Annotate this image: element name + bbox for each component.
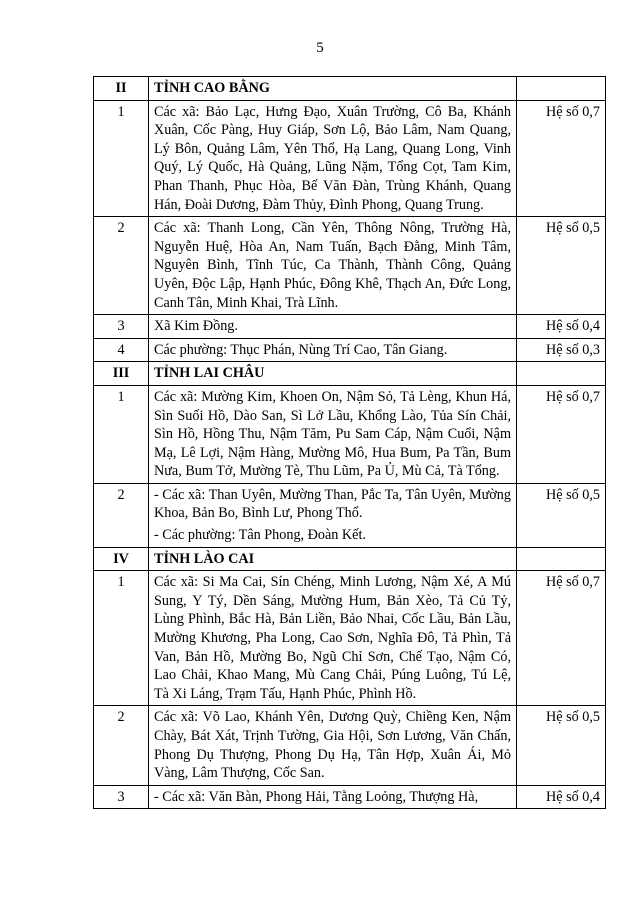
province-header-row — [94, 77, 606, 101]
section-roman-number: III — [94, 362, 149, 386]
area-list-text: - Các xã: Than Uyên, Mường Than, Pắc Ta, Tân Uyên, Mường Khoa, Bản Bo, Bình Lư, Phong Thổ. — [154, 486, 511, 522]
coefficient-value: Hệ số 0,7 — [517, 571, 606, 706]
table-row — [94, 100, 606, 217]
area-list-text: Các phường: Thục Phán, Nùng Trí Cao, Tân Giang. — [154, 341, 448, 358]
row-number: 3 — [94, 785, 149, 809]
row-number: 1 — [94, 100, 149, 217]
table-row — [94, 217, 606, 315]
area-list-cell — [149, 785, 517, 809]
coefficient-value: Hệ số 0,5 — [517, 483, 606, 547]
row-number: 4 — [94, 338, 149, 362]
row-number: 3 — [94, 315, 149, 339]
row-number: 2 — [94, 217, 149, 315]
table-row — [94, 571, 606, 706]
empty-coefficient-cell — [517, 547, 606, 571]
province-name: TỈNH LAI CHÂU — [149, 362, 517, 386]
coefficient-value: Hệ số 0,4 — [517, 315, 606, 339]
empty-coefficient-cell — [517, 362, 606, 386]
province-name: TỈNH CAO BẰNG — [149, 77, 517, 101]
table-row — [94, 338, 606, 362]
coefficient-value: Hệ số 0,7 — [517, 385, 606, 483]
area-list-text: Các xã: Võ Lao, Khánh Yên, Dương Quỳ, Chiềng Ken, Nậm Chày, Bát Xát, Trịnh Tường, Gia Hội, Sơn Lương, Văn Chấn, Phong Dụ Thượng, Phong Dụ Hạ, Tân Hợp, Xuân Ái, Mỏ Vàng, Lâm Thượng, Cốc San. — [154, 709, 511, 782]
area-list-text: - Các xã: Văn Bàn, Phong Hải, Tằng Loỏng, Thượng Hà, — [154, 788, 479, 805]
table-row — [94, 483, 606, 547]
row-number: 2 — [94, 483, 149, 547]
row-number: 1 — [94, 571, 149, 706]
section-roman-number: II — [94, 77, 149, 101]
coefficient-value: Hệ số 0,4 — [517, 785, 606, 809]
area-list-cell — [149, 385, 517, 483]
area-list-cell — [149, 338, 517, 362]
coefficient-table — [93, 76, 606, 809]
table-row — [94, 385, 606, 483]
area-list-text: - Các phường: Tân Phong, Đoàn Kết. — [154, 527, 366, 544]
page-number: 5 — [316, 40, 324, 56]
table-row — [94, 706, 606, 785]
coefficient-value: Hệ số 0,5 — [517, 217, 606, 315]
area-list-cell — [149, 706, 517, 785]
table-row — [94, 315, 606, 339]
area-list-cell — [149, 100, 517, 217]
coefficient-value: Hệ số 0,5 — [517, 706, 606, 785]
table-row — [94, 785, 606, 809]
area-list-text: Các xã: Thanh Long, Cần Yên, Thông Nông, Trường Hà, Nguyễn Huệ, Hòa An, Nam Tuấn, Bạch Đằng, Minh Tâm, Nguyên Bình, Tĩnh Túc, Ca Thành, Thành Công, Quảng Uyên, Độc Lập, Hạnh Phúc, Đông Khê, Thạch An, Đức Long, Canh Tân, Minh Khai, Trà Lĩnh. — [154, 220, 511, 311]
province-header-row — [94, 547, 606, 571]
area-list-text: Các xã: Si Ma Cai, Sín Chéng, Minh Lương, Nậm Xé, A Mú Sung, Y Tý, Dền Sáng, Mường Hum, Bản Xèo, Tả Củ Tỷ, Lùng Phình, Bắc Hà, Bản Liền, Bảo Nhai, Cốc Lầu, Bản Lầu, Mường Khương, Pha Long, Cao Sơn, Nghĩa Đô, Tả Phìn, Tả Van, Bản Hồ, Mường Bo, Ngũ Chỉ Sơn, Chế Tạo, Nậm Có, Lao Chải, Khao Mang, Mù Cang Chải, Púng Luông, Tú Lệ, Tà Xi Láng, Trạm Tấu, Hạnh Phúc, Phình Hồ. — [154, 574, 511, 702]
coefficient-value: Hệ số 0,7 — [517, 100, 606, 217]
row-number: 1 — [94, 385, 149, 483]
area-list-cell — [149, 571, 517, 706]
empty-coefficient-cell — [517, 77, 606, 101]
province-name: TỈNH LÀO CAI — [149, 547, 517, 571]
province-header-row — [94, 362, 606, 386]
area-list-text: Xã Kim Đồng. — [154, 318, 238, 335]
area-list-cell — [149, 315, 517, 339]
row-number: 2 — [94, 706, 149, 785]
area-list-cell — [149, 483, 517, 547]
area-list-cell — [149, 217, 517, 315]
coefficient-value: Hệ số 0,3 — [517, 338, 606, 362]
area-list-text: Các xã: Mường Kim, Khoen On, Nậm Sỏ, Tả Lèng, Khun Há, Sìn Suối Hồ, Dào San, Sì Lở Lầu, Khổng Lào, Tủa Sín Chải, Sìn Hồ, Hồng Thu, Nậm Tăm, Pu Sam Cáp, Nậm Cuổi, Nậm Mạ, Lê Lợi, Nậm Hàng, Mường Mô, Hua Bum, Pa Tần, Bum Nưa, Bum Tở, Mường Tè, Thu Lũm, Pa Ủ, Mù Cả, Tà Tổng. — [154, 388, 511, 480]
coefficient-table-body — [94, 77, 606, 809]
section-roman-number: IV — [94, 547, 149, 571]
area-list-text: Các xã: Bảo Lạc, Hưng Đạo, Xuân Trường, Cô Ba, Khánh Xuân, Cốc Pàng, Huy Giáp, Sơn Lộ, Bảo Lâm, Nam Quang, Lý Bôn, Quảng Lâm, Yên Thổ, Hạ Lang, Quang Long, Vinh Quý, Lý Quốc, Hà Quảng, Lũng Nặm, Tổng Cọt, Tam Kim, Phan Thanh, Phục Hòa, Bế Văn Đàn, Trùng Khánh, Quang Hán, Đoài Dương, Đàm Thủy, Đình Phong, Quang Trung. — [154, 103, 511, 213]
